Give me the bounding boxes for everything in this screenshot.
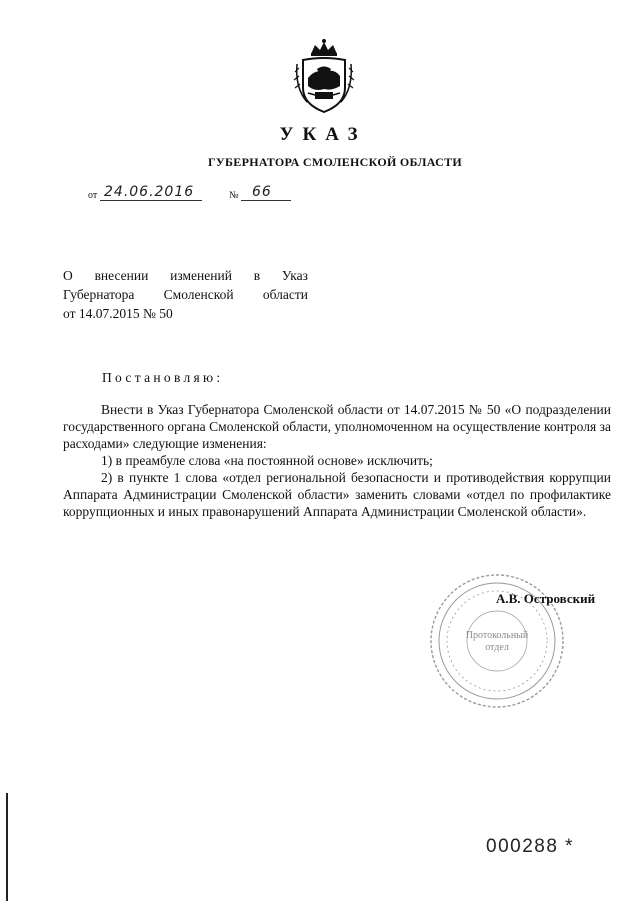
- scan-margin-line: [6, 793, 8, 901]
- subject-line-2: [63, 285, 308, 304]
- date-number-line: [88, 181, 308, 203]
- subject-word: в: [253, 268, 261, 283]
- number-value: 66: [252, 184, 272, 200]
- document-title: УКАЗ: [279, 124, 367, 145]
- subject-word: О: [63, 268, 73, 283]
- body-paragraph: 2) в пункте 1 слова «отдел региональной безопасности и противодействия коррупции Аппарата Администрации Смоленской области» заменить словами «отдел по профилактике коррупционных и иных правонарушений Аппарата Администрации Смоленской области».: [63, 470, 611, 519]
- subject-word: Смоленской: [163, 287, 234, 302]
- subject-word: Указ: [281, 268, 308, 283]
- date-underline: [100, 200, 202, 201]
- body-paragraph: Внести в Указ Губернатора Смоленской области от 14.07.2015 № 50 «О подразделении государственного органа Смоленской области, уполномоченном на осуществление контроля за расходами» следующие изменения:: [63, 402, 611, 451]
- subject-word: Губернатора: [63, 287, 135, 302]
- subject-line-1: [63, 266, 308, 285]
- document-subtitle: ГУБЕРНАТОРА СМОЛЕНСКОЙ ОБЛАСТИ: [207, 155, 463, 169]
- subject-word: области: [262, 287, 308, 302]
- decree-body: [63, 401, 611, 520]
- signatory-name: А.В. Островский: [496, 591, 596, 606]
- stamp-center-line2: отдел: [485, 642, 509, 653]
- decree-subject: [63, 266, 308, 323]
- date-label: от: [88, 190, 98, 201]
- resolve-heading: Постановляю:: [102, 370, 224, 385]
- number-underline: [241, 200, 291, 201]
- number-label: №: [229, 190, 239, 201]
- subject-word: изменений: [170, 268, 232, 283]
- subject-word: внесении: [94, 268, 149, 283]
- smolensk-coat-of-arms-icon: [293, 38, 355, 116]
- date-value: 24.06.2016: [104, 184, 195, 200]
- registration-number: 000288 *: [486, 836, 575, 857]
- body-paragraph: 1) в преамбуле слова «на постоянной основе» исключить;: [101, 453, 433, 468]
- subject-line-3: от 14.07.2015 № 50: [63, 306, 173, 321]
- stamp-center-line1: Протокольный: [465, 630, 529, 641]
